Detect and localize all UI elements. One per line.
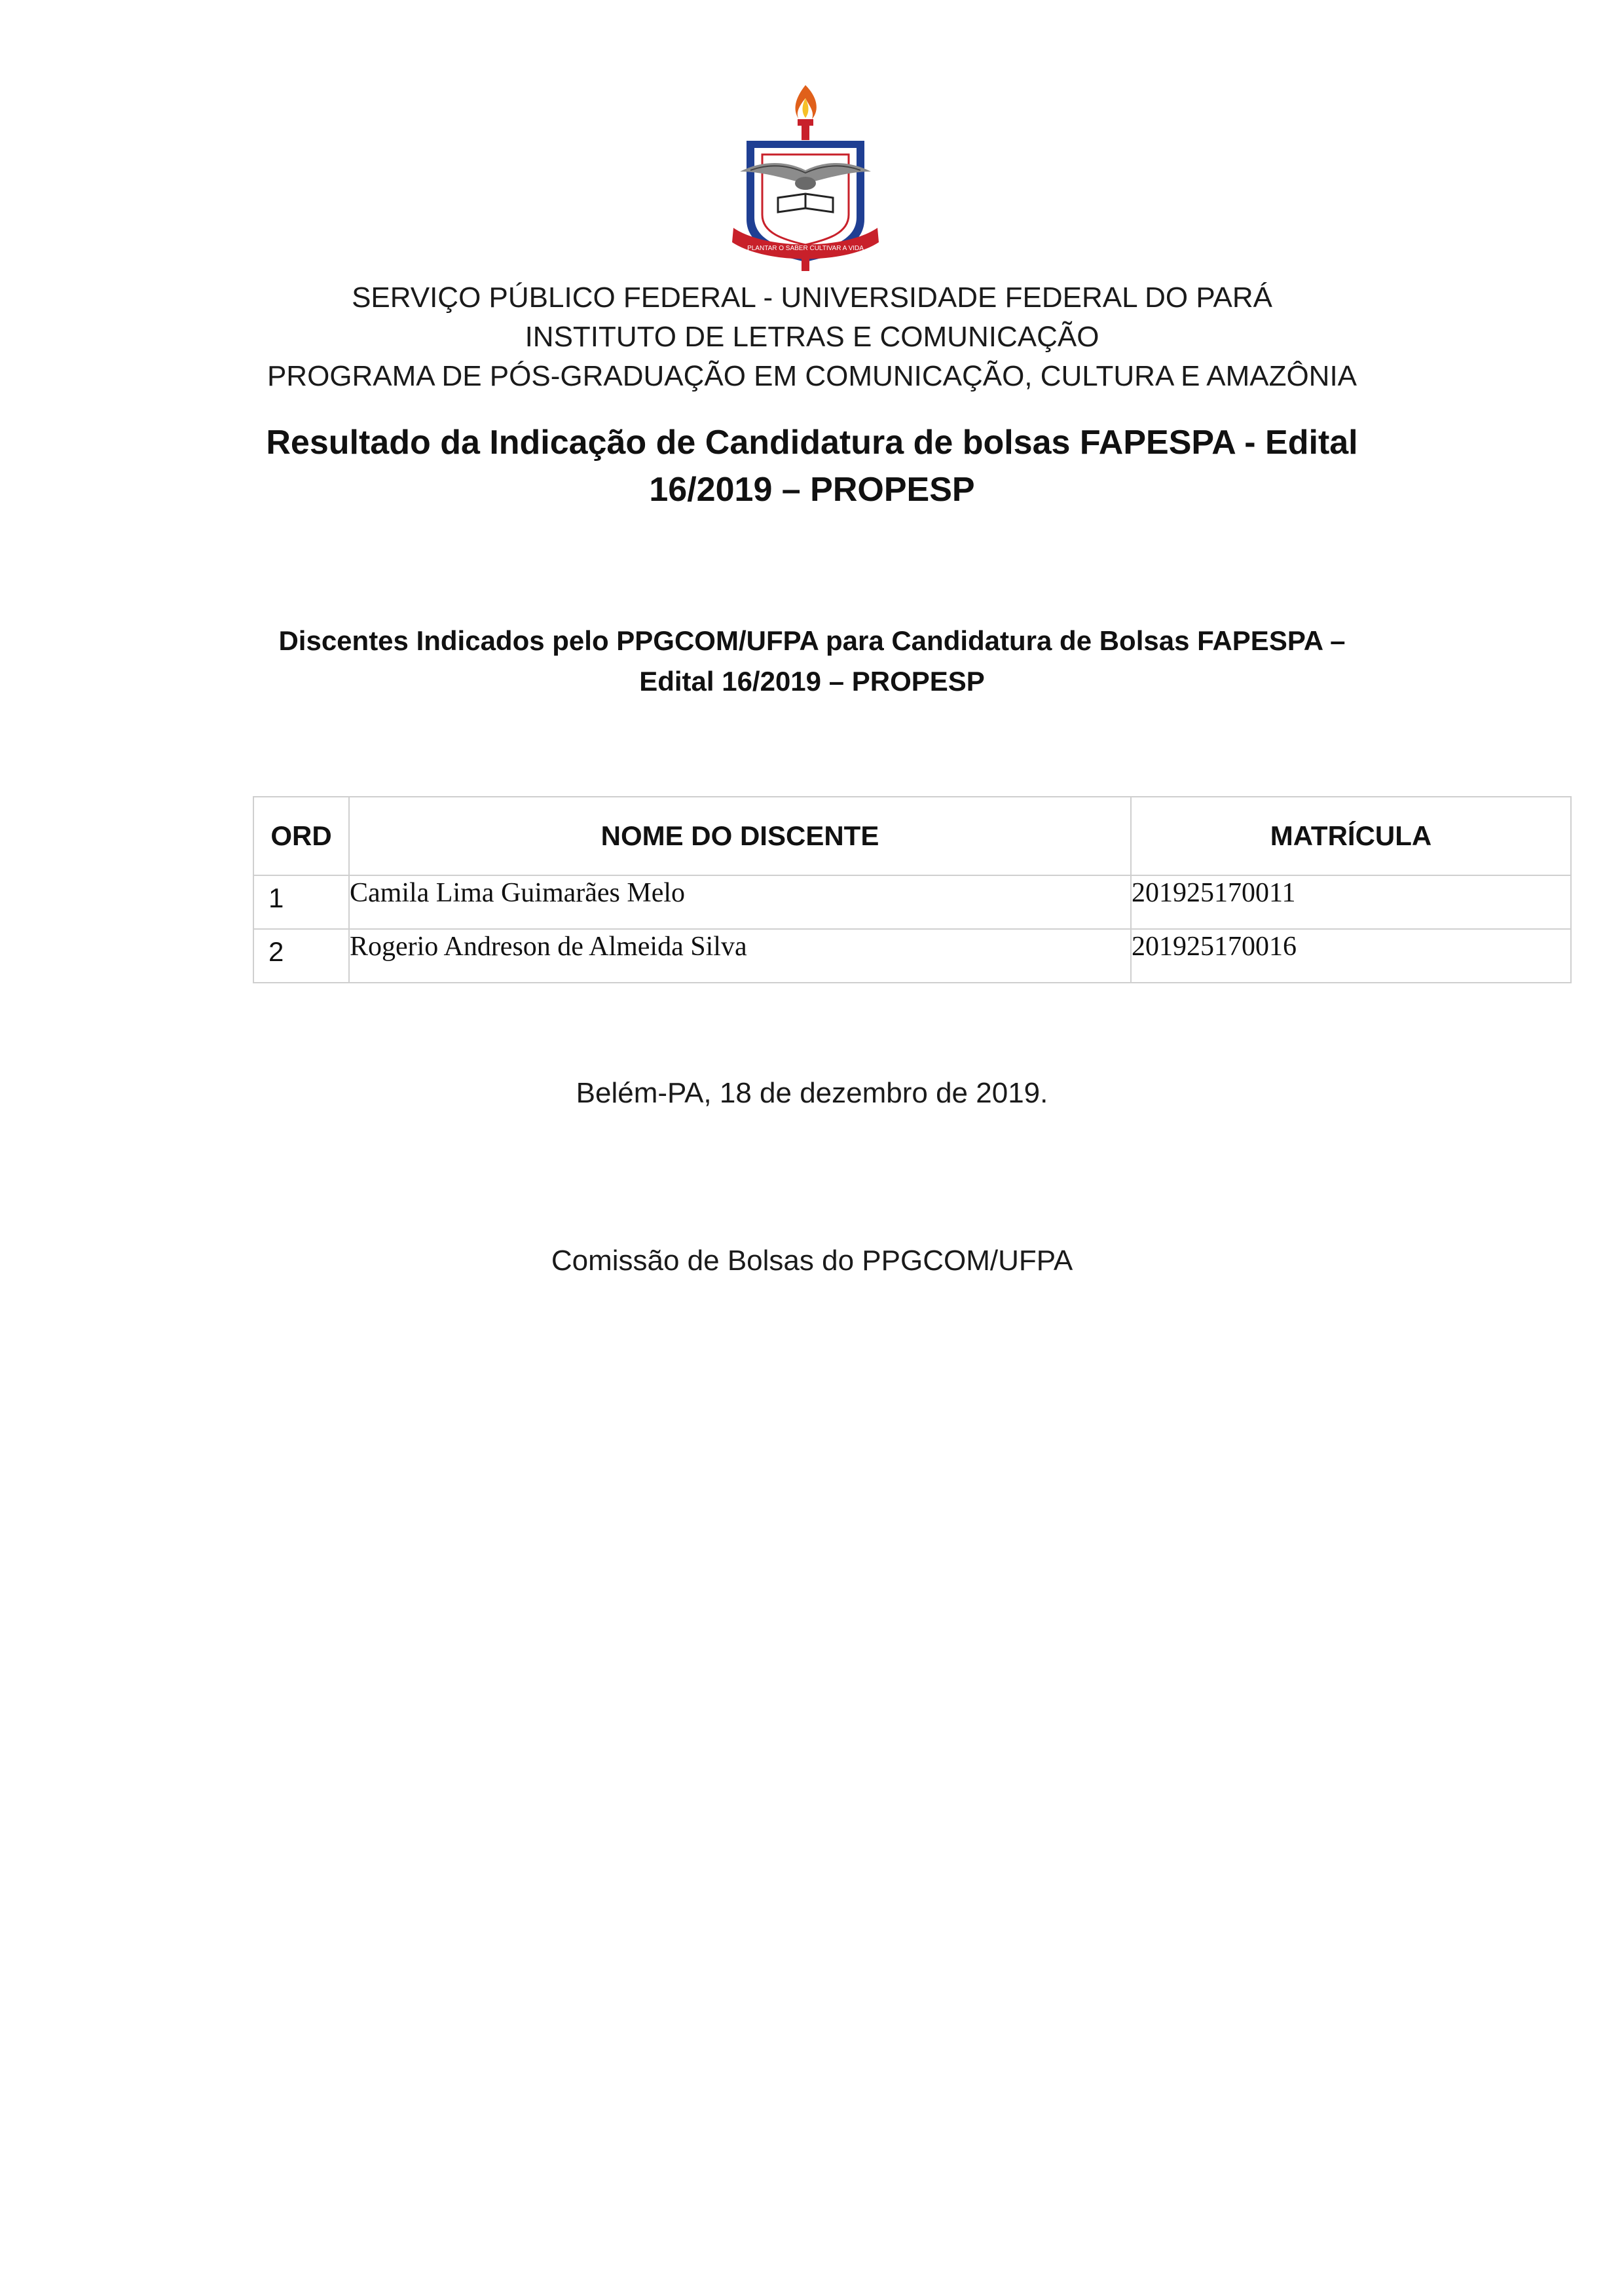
header-line-service: SERVIÇO PÚBLICO FEDERAL - UNIVERSIDADE FEDERAL DO PARÁ [352,282,1272,314]
table-header-row [253,797,1571,875]
column-header-name: NOME DO DISCENTE [349,797,1131,875]
table-row [253,929,1571,983]
institution-header [0,278,1624,396]
cell-registration: 201925170011 [1131,875,1571,929]
students-table [253,796,1572,983]
title-line-2: 16/2019 – PROPESP [649,471,975,509]
document-title [0,419,1624,513]
cell-registration: 201925170016 [1131,929,1571,983]
table-row [253,875,1571,929]
cell-ord: 1 [253,875,349,929]
cell-ord: 2 [253,929,349,983]
document-subtitle [0,621,1624,702]
column-header-registration: MATRÍCULA [1131,797,1571,875]
cell-name: Rogerio Andreson de Almeida Silva [349,929,1131,983]
subtitle-line-2: Edital 16/2019 – PROPESP [639,666,985,697]
header-line-institute: INSTITUTO DE LETRAS E COMUNICAÇÃO [525,321,1099,353]
subtitle-line-1: Discentes Indicados pelo PPGCOM/UFPA para Candidatura de Bolsas FAPESPA – [278,625,1346,656]
place-and-date: Belém-PA, 18 de dezembro de 2019. [576,1077,1048,1109]
header-line-program: PROGRAMA DE PÓS-GRADUAÇÃO EM COMUNICAÇÃO, CULTURA E AMAZÔNIA [267,360,1357,392]
committee-signature: Comissão de Bolsas do PPGCOM/UFPA [551,1245,1073,1277]
logo-motto: PLANTAR O SABER CULTIVAR A VIDA [747,245,864,252]
title-line-1: Resultado da Indicação de Candidatura de bolsas FAPESPA - Edital [266,424,1358,462]
ufpa-coat-of-arms-icon [727,79,884,275]
cell-name: Camila Lima Guimarães Melo [349,875,1131,929]
column-header-ord: ORD [253,797,349,875]
